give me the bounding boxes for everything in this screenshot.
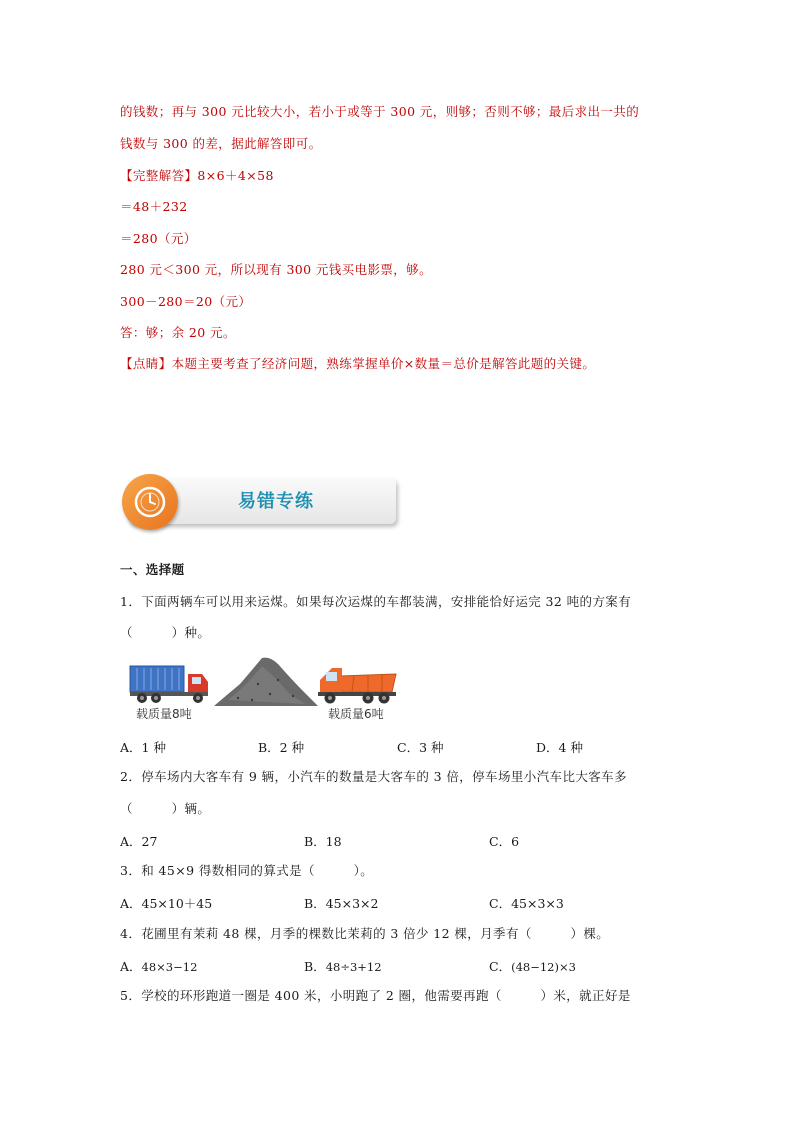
q4-option-c-label: C． (489, 959, 512, 974)
complete-answer-tag: 【完整解答】 (120, 168, 198, 183)
q2-option-a: A．27 (120, 834, 158, 849)
q4-option-a-label: A． (120, 959, 142, 974)
q4-option-c (489, 957, 576, 975)
q1-option-c: C．3 种 (397, 740, 444, 755)
q3-option-a: A．45×10＋45 (120, 896, 213, 911)
q2-option-c: C．6 (489, 834, 520, 849)
question-2-blank: （ ）辆。 (120, 801, 211, 816)
calc-step-3: ＝280（元） (120, 231, 197, 246)
q2-option-b: B．18 (304, 834, 342, 849)
calc-step-2: ＝48＋232 (120, 199, 188, 214)
q4-option-c-expr: (48−12)×3 (511, 960, 576, 974)
answer-line: 答：够；余 20 元。 (120, 325, 236, 340)
calc-step-1: 8×6＋4×58 (197, 168, 274, 183)
section-banner (120, 474, 398, 530)
comment-line (120, 356, 595, 372)
banner-title: 易错专练 (238, 491, 314, 512)
calc-step-4: 300－280＝20（元） (120, 294, 252, 309)
comment-text: 本题主要考查了经济问题，熟练掌握单价×数量＝总价是解答此题的关键。 (171, 356, 596, 371)
q3-option-b: B．45×3×2 (304, 896, 379, 911)
section-heading: 一、选择题 (120, 562, 185, 577)
caption-truck-8t: 载质量8吨 (136, 707, 192, 721)
question-5-text: 5．学校的环形跑道一圈是 400 米，小明跑了 2 圈，他需要再跑（ ）米，就正好是 (120, 988, 631, 1003)
q1-option-d: D．4 种 (536, 740, 583, 755)
question-4-text: 4．花圃里有茉莉 48 棵，月季的棵数比茉莉的 3 倍少 12 棵，月季有（ ）棵。 (120, 926, 610, 941)
comparison-line: 280 元＜300 元，所以现有 300 元钱买电影票，够。 (120, 262, 432, 277)
coal-pile-icon (214, 658, 318, 706)
q4-option-b-expr: 48÷3+12 (325, 960, 382, 974)
question-1-figure (128, 654, 400, 726)
caption-truck-6t: 载质量6吨 (328, 707, 384, 721)
question-1-text: 1．下面两辆车可以用来运煤。如果每次运煤的车都装满，安排能恰好运完 32 吨的方案有 (120, 594, 632, 609)
q1-option-a: A．1 种 (120, 740, 166, 755)
q4-option-a-expr: 48×3−12 (141, 960, 198, 974)
solution-line-1: 的钱数；再与 300 元比较大小，若小于或等于 300 元，则够；否则不够；最后求出一共的 (120, 104, 640, 119)
q4-option-a (120, 957, 197, 975)
q4-option-b (304, 957, 382, 975)
q3-option-c: C．45×3×3 (489, 896, 564, 911)
solution-line-2: 钱数与 300 的差，据此解答即可。 (120, 136, 322, 151)
question-3-text: 3．和 45×9 得数相同的算式是（ ）。 (120, 863, 374, 878)
container-truck-icon (130, 666, 208, 703)
clock-icon (122, 474, 178, 530)
q4-option-b-label: B． (304, 959, 326, 974)
question-2-text: 2．停车场内大客车有 9 辆，小汽车的数量是大客车的 3 倍，停车场里小汽车比大客车多 (120, 769, 627, 784)
question-1-blank: （ ）种。 (120, 625, 211, 640)
q1-option-b: B．2 种 (258, 740, 305, 755)
complete-answer-line (120, 168, 274, 184)
comment-tag: 【点睛】 (120, 356, 172, 371)
dump-truck-icon (318, 668, 396, 704)
